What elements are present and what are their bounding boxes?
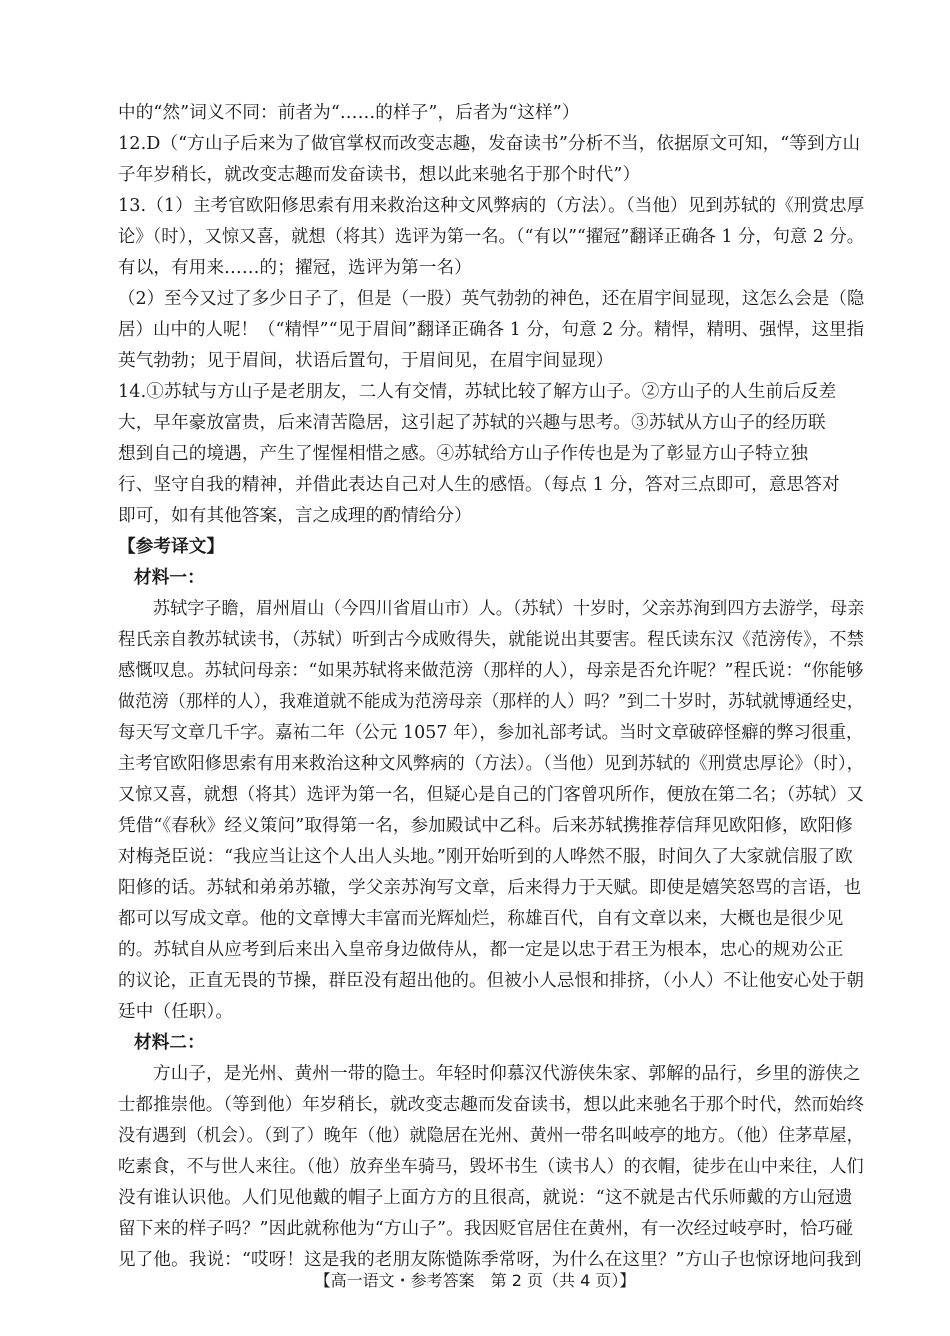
page-content xyxy=(118,98,864,1276)
text-line: 苏轼字子瞻，眉州眉山（今四川省眉山市）人。（苏轼）十岁时，父亲苏洵到四方去游学，母亲 xyxy=(153,599,864,619)
text-line: 每天写文章几千字。嘉祐二年（公元 1057 年），参加礼部考试。当时文章破碎怪癖的弊习很重， xyxy=(118,723,864,743)
answer-12-line: 12.D（“方山子后来为了做官掌权而改变志趣，发奋读书”分析不当，依据原文可知，“等到方山 xyxy=(118,134,861,154)
text-line: 又惊又喜，就想（将其）选评为第一名，但疑心是自己的门客曾巩所作，便放在第二名；（苏轼）又 xyxy=(118,785,864,805)
text-line: 凭借“《春秋》经义策问”取得第一名，参加殿试中乙科。后来苏轼携推荐信拜见欧阳修，欧阳修 xyxy=(118,816,853,836)
text-line: 的。苏轼自从应考到后来出入皇帝身边做侍从，都一定是以忠于君王为根本，忠心的规劝公正 xyxy=(118,940,844,960)
text-line: 居）山中的人呢！（“精悍”“见于眉间”翻译正确各 1 分，句意 2 分。精悍，精明、强悍，这里指 xyxy=(118,320,864,340)
text-line: 都可以写成文章。他的文章博大丰富而光辉灿烂，称雄百代，自有文章以来，大概也是很少见 xyxy=(118,909,844,929)
text-line: （2）至今又过了多少日子了，但是（一股）英气勃勃的神色，还在眉宇间显现，这怎么会是（隐 xyxy=(118,289,864,309)
text-line: 没有遇到（机会）。（到了）晚年（他）就隐居在光州、黄州一带名叫岐亭的地方。（他）住茅草屋， xyxy=(118,1126,864,1146)
text-line: 论》（时），又惊又喜，就想（将其）选评为第一名。（“有以”“擢冠”翻译正确各 1 分，句意 2 分。 xyxy=(118,227,864,247)
text-line: 即可，如有其他答案，言之成理的酌情给分） xyxy=(118,506,472,526)
text-line: 大，早年豪放富贵，后来清苦隐居，这引起了苏轼的兴趣与思考。③苏轼从方山子的经历联 xyxy=(118,413,826,433)
answer-14-line: 14.①苏轼与方山子是老朋友，二人有交情，苏轼比较了解方山子。②方山子的人生前后反差 xyxy=(118,382,837,402)
text-line: 的议论，正直无畏的节操，群臣没有超出他的。但被小人忌恨和排挤，（小人）不让他安心处于朝 xyxy=(118,971,864,991)
text-line: 子年岁稍长，就改变志趣而发奋读书，想以此来驰名于那个时代”） xyxy=(118,165,641,185)
text-line: 主考官欧阳修思索有用来救治这种文风弊病的（方法）。（当他）见到苏轼的《刑赏忠厚论》（时）， xyxy=(118,754,864,774)
text-line: 士都推崇他。（等到他）年岁稍长，就改变志趣而发奋读书，想以此来驰名于那个时代，然而始终 xyxy=(118,1095,864,1115)
text-line: 行、坚守自我的精神，并借此表达自己对人生的感悟。（每点 1 分，答对三点即可，意思答对 xyxy=(118,475,840,495)
text-line: 中的“然”词义不同：前者为“……的样子”，后者为“这样”） xyxy=(118,103,580,123)
text-line: 廷中（任职）。 xyxy=(118,1002,234,1022)
text-line: 感慨叹息。苏轼问母亲：“如果苏轼将来做范滂（那样的人），母亲是否允许呢？”程氏说：“你能够 xyxy=(118,661,864,681)
section-heading: 【参考译文】 xyxy=(118,537,225,557)
material-two-heading: 材料二： xyxy=(134,1033,205,1053)
text-line: 想到自己的境遇，产生了惺惺相惜之感。④苏轼给方山子作传也是为了彰显方山子特立独 xyxy=(118,444,809,464)
answer-13-line: 13.（1）主考官欧阳修思索有用来救治这种文风弊病的（方法）。（当他）见到苏轼的《刑赏忠厚 xyxy=(118,196,864,216)
text-line: 做范滂（那样的人），我难道就不能成为范滂母亲（那样的人）吗？”到二十岁时，苏轼就博通经史， xyxy=(118,692,864,712)
text-line: 吃素食，不与世人来往。（他）放弃坐车骑马，毁坏书生（读书人）的衣帽，徒步在山中来往，人们 xyxy=(118,1157,864,1177)
text-line: 留下来的样子吗？”因此就称他为“方山子”。我因贬官居住在黄州，有一次经过岐亭时，恰巧碰 xyxy=(118,1219,854,1239)
text-line: 有以，有用来……的；擢冠，选评为第一名） xyxy=(118,258,472,278)
text-line: 对梅尧臣说：“我应当让这个人出人头地。”刚开始听到的人哗然不服，时间久了大家就信服了欧 xyxy=(118,847,853,867)
text-line: 程氏亲自教苏轼读书，（苏轼）听到古今成败得失，就能说出其要害。程氏读东汉《范滂传》，不禁 xyxy=(118,630,864,650)
text-line: 没有谁认识他。人们见他戴的帽子上面方方的且很高，就说：“这不就是古代乐师戴的方山冠遗 xyxy=(118,1188,853,1208)
text-line: 英气勃勃；见于眉间，状语后置句，于眉间见，在眉宇间显现） xyxy=(118,351,614,371)
page-footer: 【高一语文・参考答案 第 2 页（共 4 页）】 xyxy=(314,1271,636,1290)
text-line: 方山子，是光州、黄州一带的隐士。年轻时仰慕汉代游侠朱家、郭解的品行，乡里的游侠之 xyxy=(153,1064,861,1084)
text-line: 见了他。我说：“哎呀！这是我的老朋友陈慥陈季常呀，为什么在这里？”方山子也惊讶地问我到 xyxy=(118,1250,862,1270)
material-one-heading: 材料一： xyxy=(134,568,205,588)
text-line: 阳修的话。苏轼和弟弟苏辙，学父亲苏洵写文章，后来得力于天赋。即使是嬉笑怒骂的言语，也 xyxy=(118,878,862,898)
